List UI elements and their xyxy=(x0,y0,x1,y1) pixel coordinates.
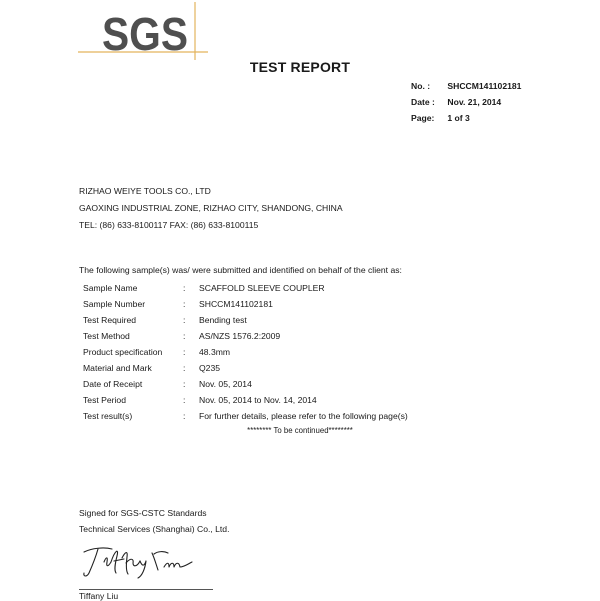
field-value: AS/NZS 1576.2:2009 xyxy=(199,331,281,341)
field-colon: : xyxy=(183,363,186,373)
client-block xyxy=(79,183,343,234)
signatory-line-2: Technical Services (Shanghai) Co., Ltd. xyxy=(79,524,230,534)
signature-line xyxy=(79,589,213,590)
signatory-name: Tiffany Liu xyxy=(79,591,119,601)
field-colon: : xyxy=(183,331,186,341)
field-label: Product specification xyxy=(83,347,163,357)
intro-text: The following sample(s) was/ were submitted and identified on behalf of the client as: xyxy=(79,265,402,275)
to-be-continued-note: ******** To be continued******** xyxy=(247,426,353,435)
report-number-row xyxy=(411,78,521,94)
signatory-block xyxy=(79,505,229,537)
signatory-line-1: Signed for SGS-CSTC Standards xyxy=(79,508,207,518)
report-date-value: Nov. 21, 2014 xyxy=(447,97,502,107)
field-label: Sample Number xyxy=(83,299,146,309)
sample-fields xyxy=(83,280,408,424)
field-value: Bending test xyxy=(199,315,247,325)
client-address: GAOXING INDUSTRIAL ZONE, RIZHAO CITY, SHANDONG, CHINA xyxy=(79,203,343,213)
field-value: Nov. 05, 2014 xyxy=(199,379,252,389)
field-label: Test Required xyxy=(83,315,137,325)
report-number-value: SHCCM141102181 xyxy=(447,81,522,91)
report-date-row xyxy=(411,94,521,110)
field-row xyxy=(83,328,408,344)
report-number-label: No. : xyxy=(411,81,431,91)
field-row xyxy=(83,392,408,408)
field-value: SCAFFOLD SLEEVE COUPLER xyxy=(199,283,325,293)
field-row xyxy=(83,280,408,296)
field-row xyxy=(83,360,408,376)
handwritten-signature xyxy=(78,540,198,580)
report-date-label: Date : xyxy=(411,97,435,107)
field-colon: : xyxy=(183,347,186,357)
field-label: Sample Name xyxy=(83,283,138,293)
field-value: SHCCM141102181 xyxy=(199,299,273,309)
sgs-logo-text: SGS xyxy=(102,8,188,60)
report-page-label: Page: xyxy=(411,113,435,123)
client-contact: TEL: (86) 633-8100117 FAX: (86) 633-8100115 xyxy=(79,220,259,230)
report-title: TEST REPORT xyxy=(249,59,351,75)
field-colon: : xyxy=(183,411,186,421)
field-value: Q235 xyxy=(199,363,221,373)
sgs-logo xyxy=(78,2,208,60)
field-colon: : xyxy=(183,379,186,389)
field-colon: : xyxy=(183,299,186,309)
report-meta xyxy=(411,78,521,126)
report-page-value: 1 of 3 xyxy=(447,113,470,123)
field-colon: : xyxy=(183,315,186,325)
field-value: 48.3mm xyxy=(199,347,231,357)
sgs-logo-graphic xyxy=(78,2,208,60)
report-page-row xyxy=(411,110,521,126)
signature-graphic xyxy=(78,540,198,580)
field-row xyxy=(83,344,408,360)
field-colon: : xyxy=(183,395,186,405)
field-row xyxy=(83,312,408,328)
field-value: For further details, please refer to the following page(s) xyxy=(199,411,408,421)
field-row xyxy=(83,296,408,312)
field-label: Material and Mark xyxy=(83,363,152,373)
client-name: RIZHAO WEIYE TOOLS CO., LTD xyxy=(79,186,211,196)
field-row xyxy=(83,408,408,424)
field-colon: : xyxy=(183,283,186,293)
field-row xyxy=(83,376,408,392)
field-label: Test Method xyxy=(83,331,130,341)
field-label: Test result(s) xyxy=(83,411,133,421)
field-label: Test Period xyxy=(83,395,126,405)
field-value: Nov. 05, 2014 to Nov. 14, 2014 xyxy=(199,395,317,405)
field-label: Date of Receipt xyxy=(83,379,143,389)
